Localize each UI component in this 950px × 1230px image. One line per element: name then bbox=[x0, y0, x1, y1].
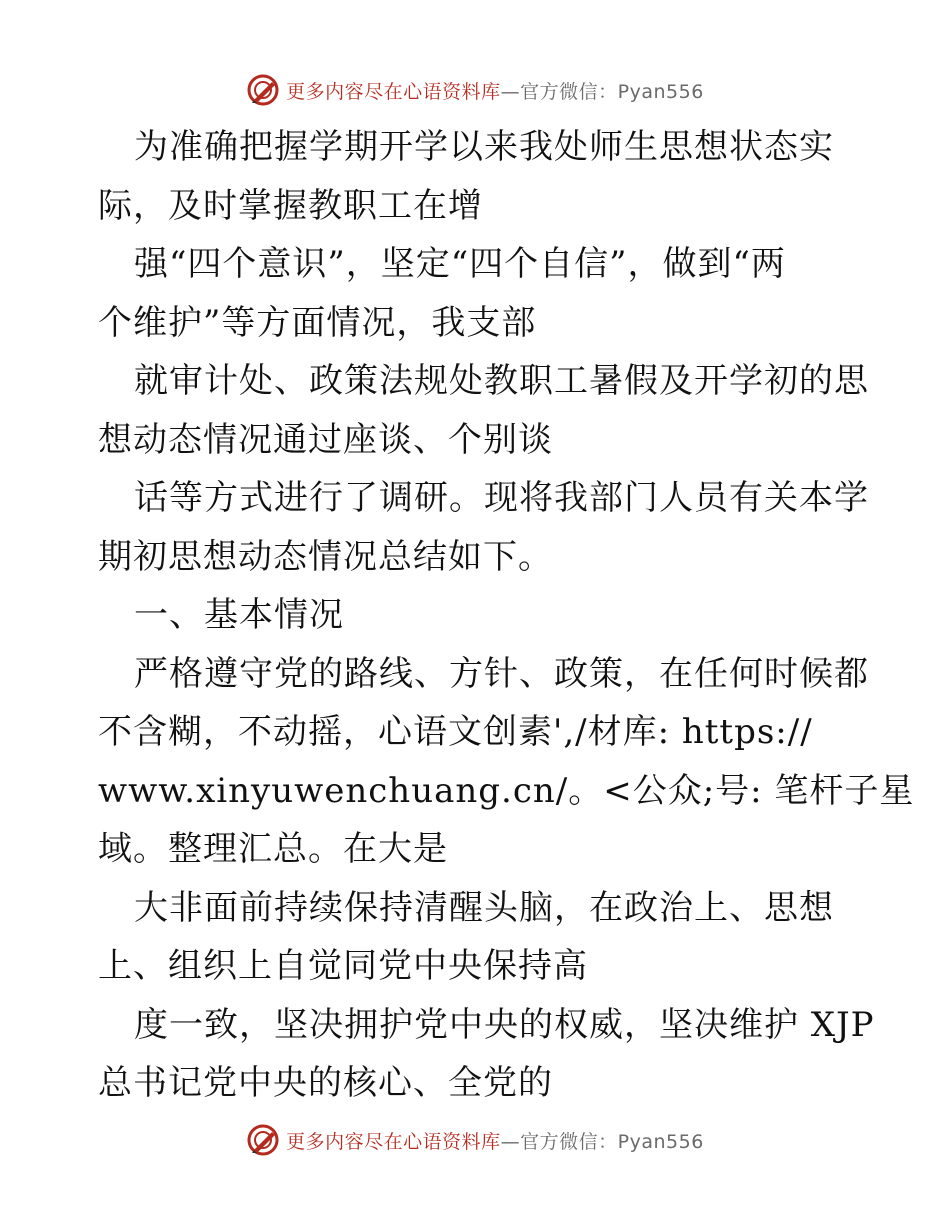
text-line: 想动态情况通过座谈、个别谈 bbox=[98, 419, 553, 460]
text-line: 强“四个意识”，坚定“四个自信”，做到“两 bbox=[134, 244, 786, 284]
text-line: 域。整理汇总。在大是 bbox=[98, 829, 448, 869]
text-line: 际，及时掌握教职工在增 bbox=[98, 185, 483, 226]
watermark-text: 更多内容尽在心语资料库—官方微信：Pyan556 bbox=[286, 80, 704, 103]
text-line: 总书记党中央的核心、全党的 bbox=[98, 1063, 553, 1103]
text-line: 期初思想动态情况总结如下。 bbox=[98, 536, 553, 577]
text-line: 个维护”等方面情况，我支部 bbox=[98, 302, 537, 343]
header-watermark bbox=[0, 70, 950, 110]
footer-watermark bbox=[0, 1120, 950, 1160]
text-line: 度一致，坚决拥护党中央的权威，坚决维护 XJP bbox=[134, 1004, 875, 1045]
pen-logo-icon bbox=[246, 73, 280, 107]
text-line: 为准确把握学期开学以来我处师生思想状态实 bbox=[134, 127, 834, 167]
text-line: 就审计处、政策法规处教职工暑假及开学初的思 bbox=[134, 361, 869, 401]
section-heading: 一、基本情况 bbox=[134, 595, 344, 635]
document-body bbox=[98, 118, 915, 1113]
text-line: 严格遵守党的路线、方针、政策，在任何时候都 bbox=[134, 653, 869, 694]
text-line: 大非面前持续保持清醒头脑，在政治上、思想 bbox=[134, 887, 834, 928]
text-line: 上、组织上自觉同党中央保持高 bbox=[98, 946, 588, 986]
watermark-text: 更多内容尽在心语资料库—官方微信：Pyan556 bbox=[286, 1130, 704, 1153]
text-line: www.xinyuwenchuang.cn/。<公众;号: 笔杆子星 bbox=[98, 770, 915, 811]
pen-logo-icon bbox=[246, 1123, 280, 1157]
text-line: 话等方式进行了调研。现将我部门人员有关本学 bbox=[134, 478, 869, 518]
text-line: 不含糊，不动摇，心语文创素',/材库: https:// bbox=[98, 712, 813, 752]
